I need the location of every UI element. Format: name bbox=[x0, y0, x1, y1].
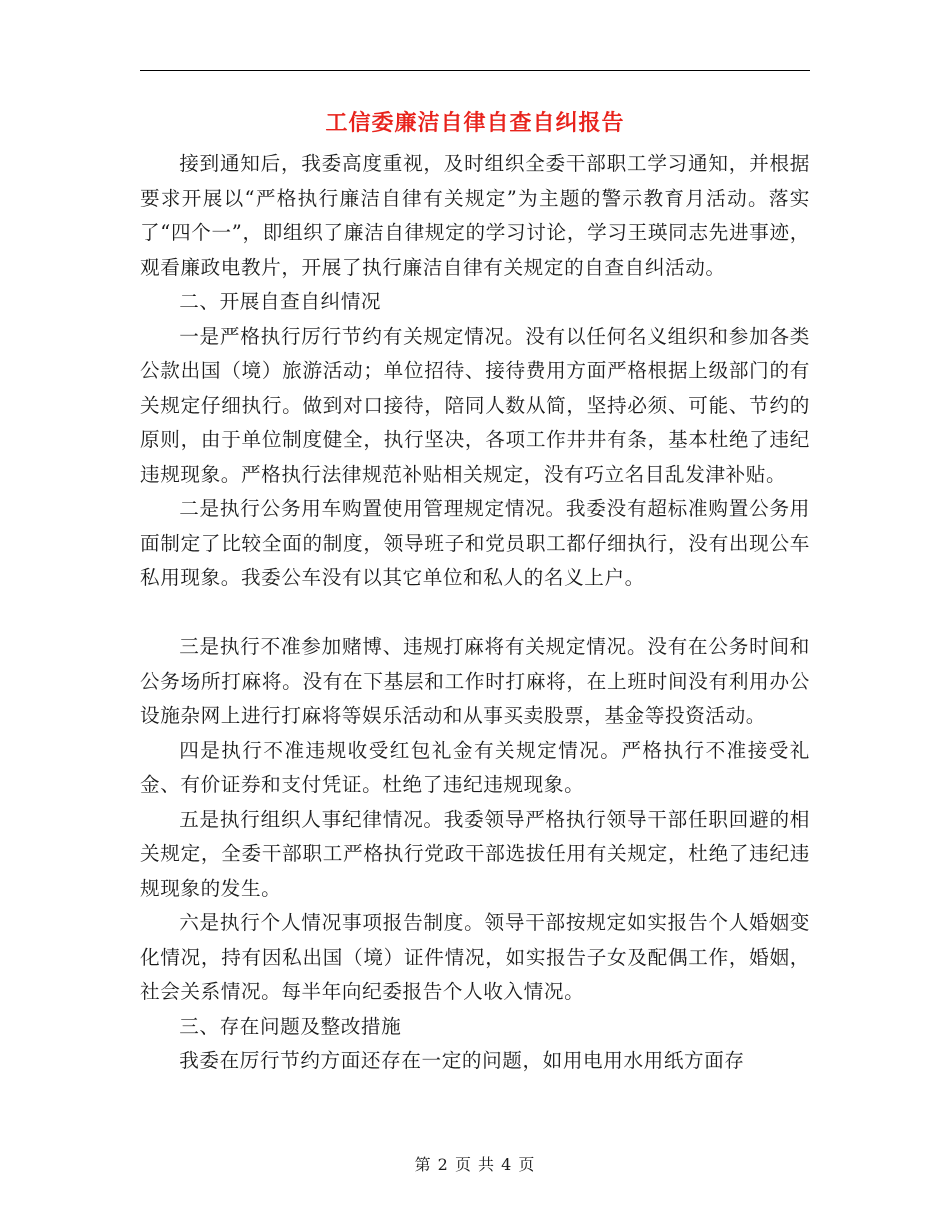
document-body bbox=[140, 147, 810, 1079]
paragraph-item-5: 五是执行组织人事纪律情况。我委领导严格执行领导干部任职回避的相关规定，全委干部职工严格执行党政干部选拔任用有关规定，杜绝了违纪违规现象的发生。 bbox=[140, 807, 810, 900]
blank-line bbox=[140, 596, 810, 631]
paragraph-item-6: 六是执行个人情况事项报告制度。领导干部按规定如实报告个人婚姻变化情况，持有因私出国（境）证件情况，如实报告子女及配偶工作，婚姻，社会关系情况。每半年向纪委报告个人收入情况。 bbox=[140, 911, 810, 1003]
page-number-footer: 第 2 页 共 4 页 bbox=[414, 1155, 536, 1174]
paragraph-item-4: 四是执行不准违规收受红包礼金有关规定情况。严格执行不准接受礼金、有价证券和支付凭证。杜绝了违纪违规现象。 bbox=[140, 738, 810, 796]
paragraph-item-1: 一是严格执行厉行节约有关规定情况。没有以任何名义组织和参加各类公款出国（境）旅游活动；单位招待、接待费用方面严格根据上级部门的有关规定仔细执行。做到对口接待，陪同人数从简，坚持必须、可能、节约的原则，由于单位制度健全，执行坚决，各项工作井井有条，基本杜绝了违纪违规现象。严格执行法律规范补贴相关规定，没有巧立名目乱发津补贴。 bbox=[140, 324, 810, 486]
paragraph-problems: 我委在厉行节约方面还存在一定的问题，如用电用水用纸方面存 bbox=[179, 1049, 745, 1072]
paragraph-item-2: 二是执行公务用车购置使用管理规定情况。我委没有超标准购置公务用面制定了比较全面的制度，领导班子和党员职工都仔细执行，没有出现公车私用现象。我委公车没有以其它单位和私人的名义上户。 bbox=[140, 497, 810, 589]
section-heading-problems: 三、存在问题及整改措施 bbox=[179, 1014, 402, 1038]
paragraph-item-3: 三是执行不准参加赌博、违规打麻将有关规定情况。没有在公务时间和公务场所打麻将。没有在下基层和工作时打麻将，在上班时间没有利用办公设施杂网上进行打麻将等娱乐活动和从事买卖股票，基金等投资活动。 bbox=[140, 635, 810, 727]
document-title: 工信委廉洁自律自查自纠报告 bbox=[325, 111, 625, 136]
header-rule bbox=[140, 70, 810, 71]
section-heading-self-check: 二、开展自查自纠情况 bbox=[179, 290, 382, 313]
paragraph-intro: 接到通知后，我委高度重视，及时组织全委干部职工学习通知，并根据要求开展以“严格执行廉洁自律有关规定”为主题的警示教育月活动。落实了“四个一”，即组织了廉洁自律规定的学习讨论，学习王瑛同志先进事迹，观看廉政电教片，开展了执行廉洁自律有关规定的自查自纠活动。 bbox=[140, 152, 810, 279]
